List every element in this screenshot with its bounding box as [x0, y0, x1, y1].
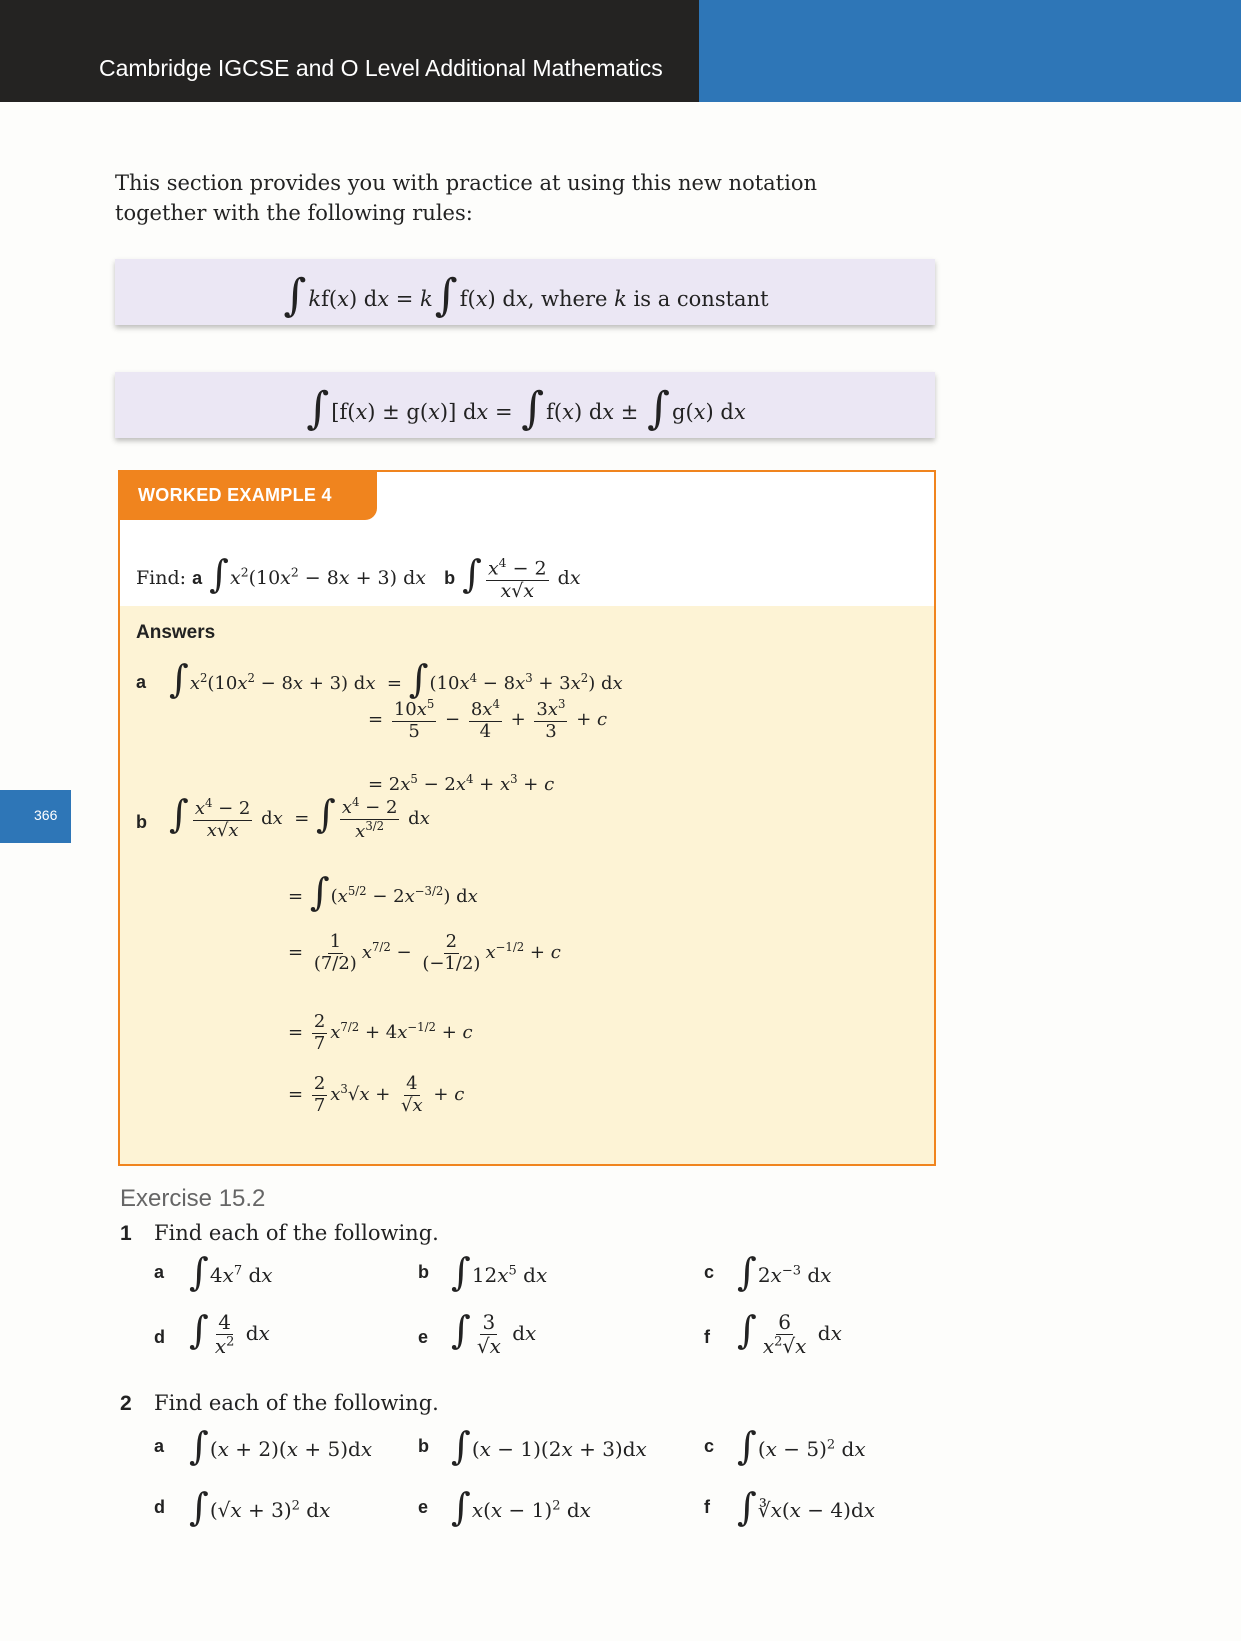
- worked-example-title: WORKED EXAMPLE 4: [138, 485, 332, 505]
- intro-text: This section provides you with practice at using this new notation together with the following rules:: [115, 171, 817, 225]
- rule-box-sum: [115, 372, 935, 438]
- q1-e-label: e: [418, 1327, 429, 1347]
- answer-a-line-3: = $2x^5 - 2x^4 + x^3 + c$: [368, 772, 555, 795]
- q2-f-expr: ∫∛x(x − 4)dx: [737, 1485, 876, 1529]
- answer-a-line-2: = $\frac{10x^5}{5}$ − $\frac{8x^4}{4}$ + $\frac{3x^3}{3}$ + c: [368, 697, 608, 742]
- find-label: Find:: [136, 567, 187, 589]
- exercise-title: Exercise 15.2: [120, 1185, 266, 1212]
- part-a-label: a: [192, 568, 203, 588]
- page-number: 366: [34, 807, 58, 823]
- answer-a-line-1: $\int x^2(10x^2 - 8x + 3)$ dx = $\int(10x^4 - 8x^3 + 3x^2)$ dx: [169, 657, 623, 701]
- question-1-number: 1: [120, 1222, 132, 1245]
- answer-b-line-4: = $\frac{2}{7}$ $x^{7/2} + 4x^{-1/2} + c$: [288, 1011, 473, 1054]
- question-1-text: Find each of the following.: [154, 1221, 439, 1245]
- q2-b-expr: ∫(x − 1)(2x + 3)dx: [451, 1424, 647, 1468]
- answer-b-label: b: [136, 812, 147, 832]
- q1-c-expr: $\int 2x^{-3}$ dx: [737, 1250, 832, 1294]
- answer-b-line-1: ∫ $\frac{x^4 - 2}{x√x}$ dx = ∫ $\frac{x^4 - 2}{x^{3/2}}$ dx: [169, 792, 430, 842]
- worked-example-box: [118, 470, 936, 1166]
- q2-a-label: a: [154, 1436, 165, 1456]
- q1-e-expr: ∫ $\frac{3}{√x}$ dx: [451, 1308, 537, 1358]
- q2-d-label: d: [154, 1497, 165, 1517]
- answers-label: Answers: [136, 622, 216, 643]
- q2-b-label: b: [418, 1436, 429, 1456]
- answer-b-line-5: = $\frac{2}{7}$ $x^3√x$ + $\frac{4}{√x}$ + c: [288, 1073, 465, 1116]
- q1-f-expr: ∫ $\frac{6}{x^2√x}$ dx: [737, 1308, 842, 1358]
- question-2-text: Find each of the following.: [154, 1391, 439, 1415]
- answer-b-line-3: = $\frac{1}{(7/2)}$ $x^{7/2}$ − $\frac{2}{(-1/2)}$ $x^{-1/2} + c$: [288, 931, 561, 974]
- answer-b-line-2: = $\int(x^{5/2} - 2x^{-3/2})$ dx: [288, 870, 478, 914]
- find-line: Find: a $\int x^2(10x^2 - 8x + 3)$ dx b ∫ $\frac{x^4 - 2}{x√x}$ dx: [136, 552, 581, 602]
- q1-d-expr: ∫ $\frac{4}{x^2}$ dx: [189, 1308, 270, 1358]
- q2-e-expr: $\int x(x - 1)^2$ dx: [451, 1485, 591, 1529]
- rule-constant-formula: ∫kf(x) dx = k∫f(x) dx, where k is a constant: [283, 270, 769, 321]
- rule-box-constant: [115, 259, 935, 325]
- answer-a-label: a: [136, 672, 147, 692]
- q1-b-expr: $\int 12x^5$ dx: [451, 1250, 548, 1294]
- q1-f-label: f: [704, 1327, 710, 1347]
- q1-a-expr: $\int 4x^7$ dx: [189, 1250, 273, 1294]
- part-b-label: b: [444, 568, 456, 588]
- header-accent: [699, 0, 1241, 102]
- q2-e-label: e: [418, 1497, 429, 1517]
- q2-c-expr: $\int(x - 5)^2$ dx: [737, 1424, 866, 1468]
- book-title: Cambridge IGCSE and O Level Additional Mathematics: [99, 55, 663, 81]
- rule-sum-formula: ∫[f(x) ± g(x)] dx = ∫f(x) dx ± ∫g(x) dx: [306, 383, 746, 434]
- header-bar: [0, 0, 699, 102]
- q2-c-label: c: [704, 1436, 715, 1456]
- q2-d-expr: $\int(√x + 3)^2$ dx: [189, 1485, 331, 1529]
- q1-a-label: a: [154, 1262, 165, 1282]
- q2-a-expr: ∫(x + 2)(x + 5)dx: [189, 1424, 373, 1468]
- q1-b-label: b: [418, 1262, 429, 1282]
- q1-d-label: d: [154, 1327, 165, 1347]
- worked-example-tab: [120, 472, 377, 520]
- question-2-number: 2: [120, 1392, 132, 1415]
- q2-f-label: f: [704, 1497, 710, 1517]
- q1-c-label: c: [704, 1262, 715, 1282]
